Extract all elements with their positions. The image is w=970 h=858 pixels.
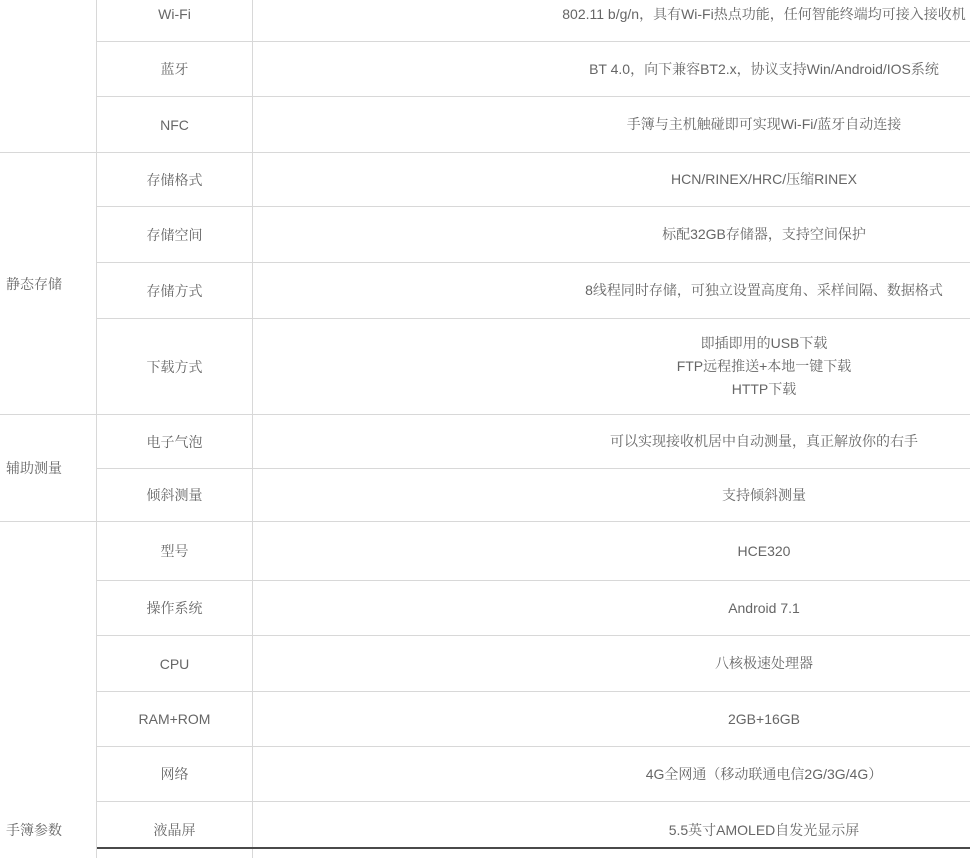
param-value: 支持倾斜测量 xyxy=(722,486,806,503)
table-row xyxy=(97,747,970,802)
param-value: 2GB+16GB xyxy=(728,710,800,727)
param-value: 5.5英寸AMOLED自发光显示屏 xyxy=(668,821,860,838)
param-label: 存储格式 xyxy=(97,153,253,206)
table-row xyxy=(97,207,970,263)
category-label: 辅助测量 xyxy=(6,460,62,476)
spec-group-aux-measure xyxy=(0,415,970,522)
param-value: 八核极速处理器 xyxy=(715,655,813,671)
param-label: 液晶屏 xyxy=(97,802,253,858)
param-value: HCN/RINEX/HRC/压缩RINEX xyxy=(671,171,857,187)
table-row xyxy=(97,636,970,692)
spec-group-static-storage xyxy=(0,153,970,415)
category-label: 静态存储 xyxy=(6,275,62,292)
table-row xyxy=(97,42,970,97)
table-row xyxy=(97,153,970,207)
param-label: 蓝牙 xyxy=(97,42,253,96)
category-label: 手簿参数 xyxy=(6,822,62,838)
spec-group-connectivity xyxy=(0,0,970,153)
param-label: 倾斜测量 xyxy=(97,469,253,521)
table-row xyxy=(97,522,970,581)
value-line: FTP远程推送+本地一键下载 xyxy=(676,358,852,374)
category-cell-connectivity xyxy=(0,0,97,152)
param-label: 电子气泡 xyxy=(97,415,253,468)
param-label: CPU xyxy=(97,636,253,691)
table-row xyxy=(97,469,970,521)
param-value: BT 4.0，向下兼容BT2.x，协议支持Win/Android/IOS系统 xyxy=(589,60,939,77)
table-row xyxy=(97,97,970,152)
category-cell-controller xyxy=(0,522,97,858)
param-label: 操作系统 xyxy=(97,581,253,635)
param-value: Android 7.1 xyxy=(728,599,800,616)
param-value xyxy=(253,319,970,414)
value-line: HTTP下载 xyxy=(731,381,797,397)
param-label: 存储方式 xyxy=(97,263,253,318)
param-label: 网络 xyxy=(97,747,253,801)
param-value: HCE320 xyxy=(737,542,791,559)
param-label: 存储空间 xyxy=(97,207,253,262)
param-value: 手簿与主机触碰即可实现Wi-Fi/蓝牙自动连接 xyxy=(626,116,902,132)
param-value: 可以实现接收机居中自动测量，真正解放你的右手 xyxy=(610,433,918,449)
table-row xyxy=(97,802,970,858)
param-label: 型号 xyxy=(97,522,253,580)
param-value: 8线程同时存储，可独立设置高度角、采样间隔、数据格式 xyxy=(585,282,943,298)
table-row xyxy=(97,263,970,319)
param-label: NFC xyxy=(97,97,253,152)
table-row xyxy=(97,319,970,414)
param-label: RAM+ROM xyxy=(97,692,253,746)
table-row xyxy=(97,0,970,42)
table-row xyxy=(97,692,970,747)
spec-group-controller xyxy=(0,522,970,858)
param-label: 下载方式 xyxy=(97,319,253,414)
param-value: 4G全网通（移动联通电信2G/3G/4G） xyxy=(645,765,883,782)
value-line: 即插即用的USB下载 xyxy=(700,335,828,351)
category-cell-aux-measure xyxy=(0,415,97,521)
param-value: 标配32GB存储器，支持空间保护 xyxy=(662,226,866,242)
table-row xyxy=(97,581,970,636)
param-value: 802.11 b/g/n，具有Wi-Fi热点功能，任何智能终端均可接入接收机 xyxy=(562,5,966,22)
table-row xyxy=(97,415,970,469)
category-cell-static-storage xyxy=(0,153,97,414)
param-label: Wi-Fi xyxy=(97,0,253,41)
